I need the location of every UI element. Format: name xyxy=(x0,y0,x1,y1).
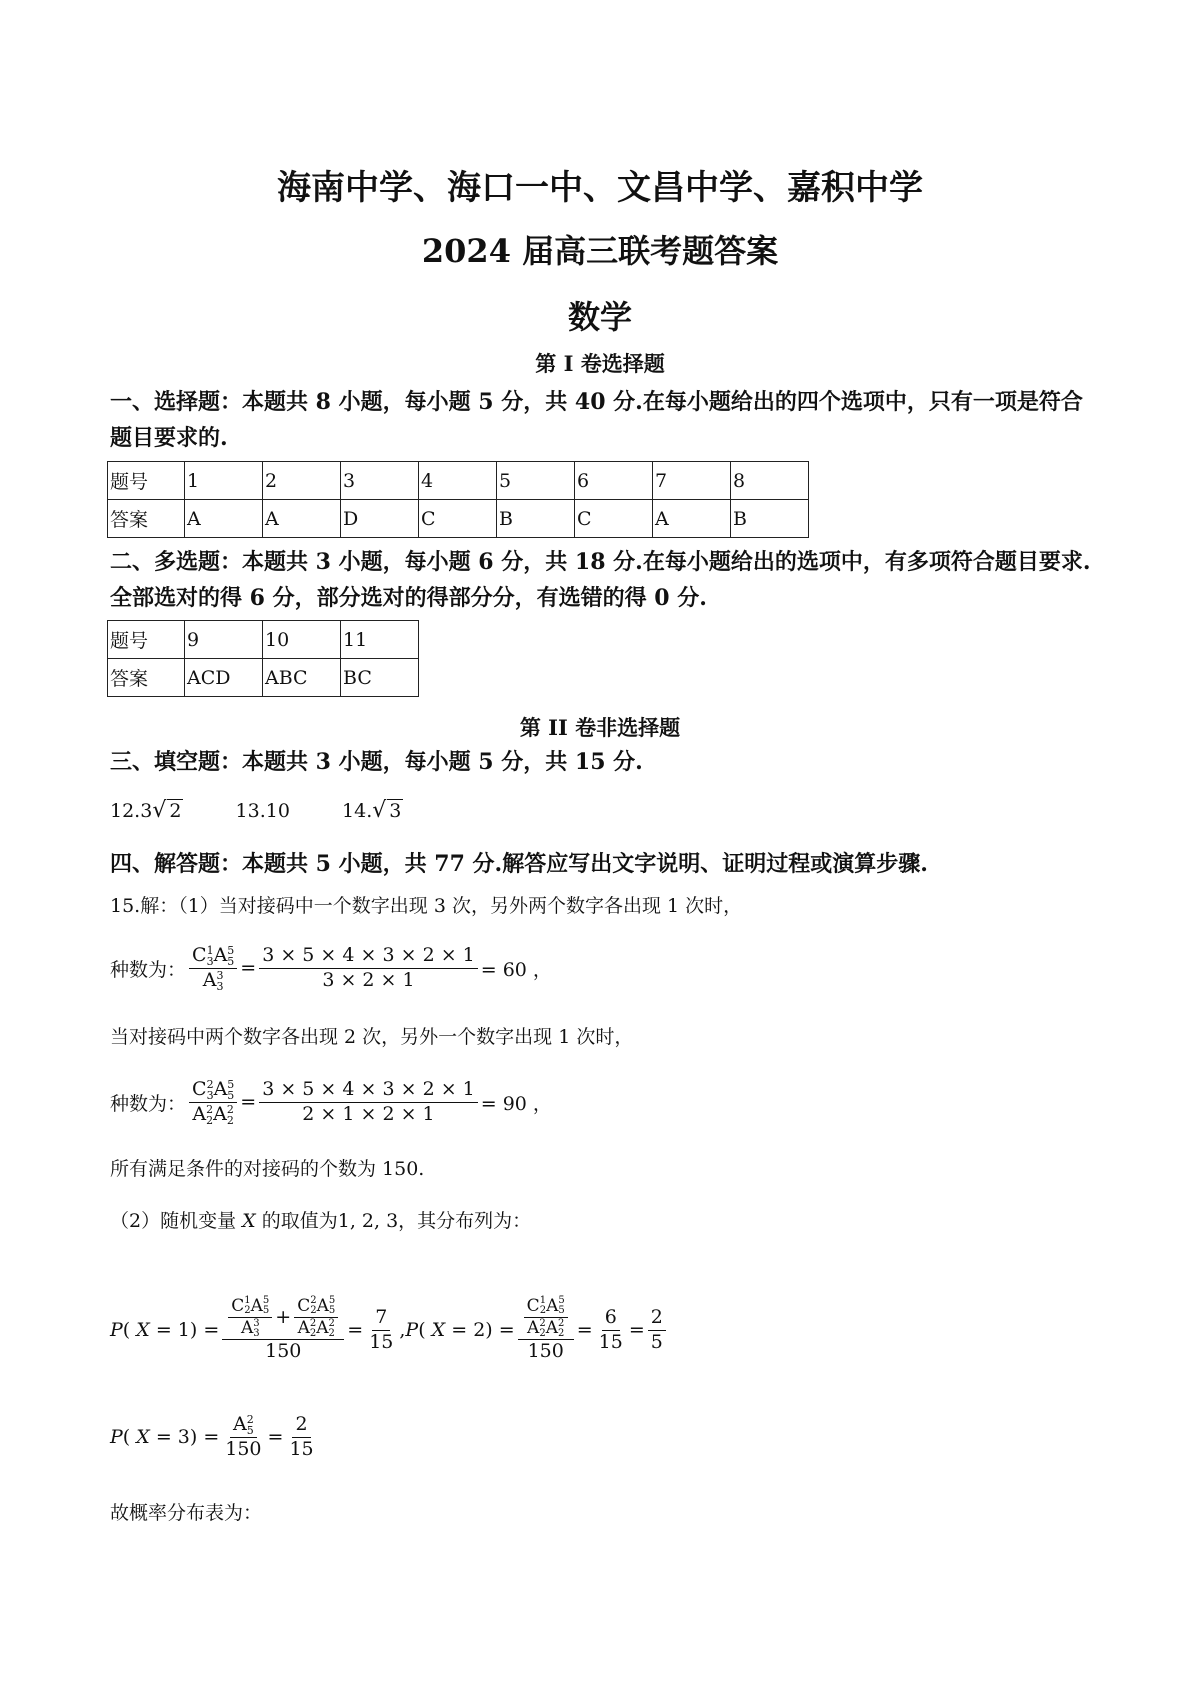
q13-answer: 13.10 xyxy=(235,800,290,822)
question-number: 4 xyxy=(419,462,497,500)
answer-cell: A xyxy=(185,500,263,538)
question-number: 1 xyxy=(185,462,263,500)
product-fraction: $\frac{3 \times 5 \times 4 \times 3 \times 2 \times 1}{2 \times 1 \times 2 \times 1}$ xyxy=(259,1078,478,1127)
answer-cell: ACD xyxy=(185,659,263,697)
answer-cell: C xyxy=(419,500,497,538)
answer-cell: B xyxy=(731,500,809,538)
choice-answer-table xyxy=(107,461,809,538)
table-row xyxy=(108,659,419,697)
product-fraction: $\frac{3 \times 5 \times 4 \times 3 \times 2 \times 1}{3 \times 2 \times 1}$ xyxy=(259,944,478,993)
section3-heading: 三、填空题：本题共 3 小题，每小题 5 分，共 15 分. xyxy=(110,749,643,775)
row-label: 题号 xyxy=(108,621,185,659)
count-label: 种数为： xyxy=(110,958,187,981)
equation-2: 种数为： C 2 3 A 5 5 A 2 2 A 2 2 = $\frac{3 \times 5 \times 4 \times 3 \times 2 \times 1}{2 \times 1 \times 2 \times 1}$ = 90 ， xyxy=(110,1077,552,1127)
answer-cell: ABC xyxy=(263,659,341,697)
row-label: 答案 xyxy=(108,500,185,538)
q12-label: 12. xyxy=(110,800,141,822)
combination-fraction: C 2 3 A 5 5 A 2 2 A 2 2 xyxy=(189,1078,237,1127)
p3-result: $\frac{2}{15}$ xyxy=(289,1412,314,1460)
table-row xyxy=(108,621,419,659)
fill-answers: 12.3√ 2 13.10 14.√ 3 xyxy=(110,798,402,823)
case2-text: 当对接码中两个数字各出现 2 次，另外一个数字出现 1 次时， xyxy=(110,1026,634,1048)
question-number: 2 xyxy=(263,462,341,500)
schools-title: 海南中学、海口一中、文昌中学、嘉积中学 xyxy=(277,168,923,208)
answer-cell: B xyxy=(497,500,575,538)
exam-title: 2024 届高三联考题答案 xyxy=(421,232,779,270)
table-row xyxy=(108,500,809,538)
row-label: 题号 xyxy=(108,462,185,500)
table-row xyxy=(108,462,809,500)
section4-heading: 四、解答题：本题共 5 小题，共 77 分.解答应写出文字说明、证明过程或演算步骤. xyxy=(110,851,928,877)
count-label: 种数为： xyxy=(110,1092,187,1115)
part1-title: 第 I 卷选择题 xyxy=(535,351,665,376)
p1-fraction: C 1 2 A 5 5 A 3 3 + C 2 2 A 5 5 A 2 2 A 2 2 150 xyxy=(222,1296,344,1364)
section1-heading: 一、选择题：本题共 8 小题，每小题 5 分，共 40 分.在每小题给出的四个选项中，只有一项是符合题目要求的. xyxy=(110,389,1083,451)
answer-cell: BC xyxy=(341,659,419,697)
equation-1: 种数为： C 1 3 A 5 5 A 3 3 = $\frac{3 \times 5 \times 4 \times 3 \times 2 \times 1}{3 \times 2 \times 1}$ = 60 ， xyxy=(110,943,552,993)
conclusion-text: 故概率分布表为： xyxy=(110,1502,263,1524)
q12-radicand: 2 xyxy=(169,800,182,822)
question-number: 7 xyxy=(653,462,731,500)
p2-mid: $\frac{6}{15}$ xyxy=(598,1305,623,1353)
q14-radicand: 3 xyxy=(389,800,402,822)
eq2-result: = 90 ， xyxy=(480,1092,552,1115)
row-label: 答案 xyxy=(108,659,185,697)
q14-label: 14. xyxy=(342,800,373,822)
subject-title: 数学 xyxy=(567,298,632,336)
probability-equation-3: P ( X = 3) = A 2 5 150 = $\frac{2}{15}$ xyxy=(110,1402,320,1472)
answer-cell: D xyxy=(341,500,419,538)
question-number: 5 xyxy=(497,462,575,500)
question-number: 3 xyxy=(341,462,419,500)
probability-equation-1-2: P ( X = 1) = C 1 2 A 5 5 A 3 3 + C 2 2 A 5 5 A 2 2 A 2 2 150 = $\frac{7}{15}$ , P ( X = 2) = C 1 2 A 5 5 A 2 2 A 2 2 150 = $\frac{6}{15}$ = $\frac{2}{5}$ xyxy=(110,1265,669,1395)
answer-cell: A xyxy=(653,500,731,538)
total-text: 所有满足条件的对接码的个数为 150. xyxy=(110,1158,425,1180)
p2-fraction: C 1 2 A 5 5 A 2 2 A 2 2 150 xyxy=(518,1296,574,1364)
question-number: 10 xyxy=(263,621,341,659)
question-number: 9 xyxy=(185,621,263,659)
answer-cell: C xyxy=(575,500,653,538)
question-number: 8 xyxy=(731,462,809,500)
part2-title: 第 II 卷非选择题 xyxy=(519,715,681,740)
section2-heading: 二、多选题：本题共 3 小题，每小题 6 分，共 18 分.在每小题给出的选项中，有多项符合题目要求.全部选对的得 6 分，部分选对的得部分分，有选错的得 0 分. xyxy=(110,549,1091,611)
question-number: 6 xyxy=(575,462,653,500)
eq1-result: = 60 ， xyxy=(480,958,552,981)
p3-fraction: A 2 5 150 xyxy=(225,1412,262,1460)
combination-fraction: C 1 3 A 5 5 A 3 3 xyxy=(189,944,237,993)
multi-answer-table xyxy=(107,620,419,697)
p1-result: $\frac{7}{15}$ xyxy=(369,1305,394,1353)
q12-coef: 3 xyxy=(140,800,153,822)
question-number: 11 xyxy=(341,621,419,659)
p2-result: $\frac{2}{5}$ xyxy=(648,1306,666,1355)
part2-intro: （2）随机变量 X 的取值为1, 2, 3，其分布列为： xyxy=(110,1210,532,1232)
q15-intro: 15.解：（1）当对接码中一个数字出现 3 次，另外两个数字各出现 1 次时， xyxy=(110,895,743,917)
answer-cell: A xyxy=(263,500,341,538)
